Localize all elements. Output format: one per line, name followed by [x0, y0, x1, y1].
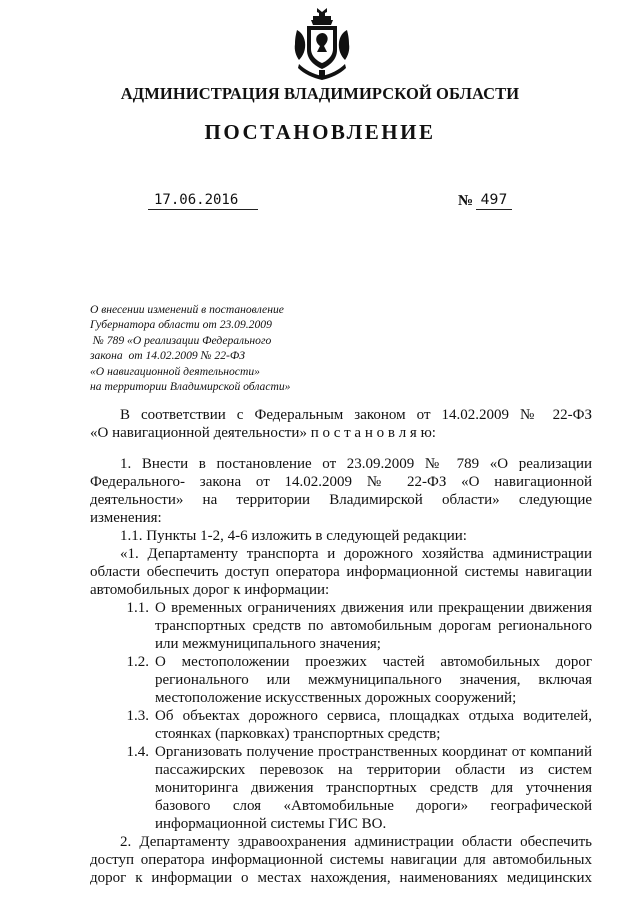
subject-line: О внесении изменений в постановление	[90, 303, 284, 316]
paragraph-1-1: 1.1. Пункты 1-2, 4-6 изложить в следующей редакции:	[120, 528, 467, 544]
subject-line: закона от 14.02.2009 № 22-ФЗ	[90, 349, 245, 363]
preamble-line: «О навигационной деятельности» п о с т а н о в л я ю:	[90, 425, 436, 441]
document-body	[90, 406, 592, 887]
quote-line: области обеспечить доступ оператора информационной системы навигации	[90, 564, 592, 580]
list-item-line: Организовать получение пространственных координат от компаний	[155, 744, 592, 760]
preamble-line: В соответствии с Федеральным законом от 14.02.2009 № 22-ФЗ	[120, 407, 592, 423]
document-subject	[90, 302, 360, 394]
document-number: 497	[476, 191, 512, 210]
document-type-title: ПОСТАНОВЛЕНИЕ	[204, 120, 436, 144]
coat-of-arms-emblem	[293, 6, 351, 80]
list-item-line: стоянках (парковках) транспортных средств;	[155, 726, 441, 742]
list-item-line: регионального или межмуниципального значения, включая	[155, 672, 592, 688]
list-item-line: мониторинга движения транспортных средств для уточнения	[155, 780, 592, 796]
list-item-line: транспортных средств по автомобильным дорогам регионального	[155, 618, 592, 634]
document-date: 17.06.2016	[148, 191, 258, 210]
list-item-line: пассажирских перевозок на территории области из систем	[155, 762, 592, 778]
paragraph-2-line: дорог к информации о местах нахождения, наименованиях медицинских	[90, 870, 592, 886]
paragraph-1-line: деятельности» на территории Владимирской области» следующие	[90, 492, 592, 508]
list-item	[90, 599, 592, 653]
list-item-line: местоположение искусственных дорожных сооружений;	[155, 690, 517, 706]
list-item-line: или межмуниципального значения;	[155, 636, 381, 652]
list-item-number: 1.4.	[126, 744, 149, 760]
list-item	[90, 653, 592, 707]
paragraph-2-line: доступ оператора информационной системы навигации для автомобильных	[90, 852, 592, 868]
paragraph-2-line: 2. Департаменту здравоохранения администрации области обеспечить	[120, 834, 592, 850]
paragraph-1-line: изменения:	[90, 510, 162, 526]
list-item-number: 1.2.	[126, 654, 149, 670]
list-item-line: О временных ограничениях движения или прекращении движения	[155, 600, 592, 616]
list-item-line: информационной системы ГИС ВО.	[155, 816, 387, 832]
organization-name: АДМИНИСТРАЦИЯ ВЛАДИМИРСКОЙ ОБЛАСТИ	[120, 84, 520, 103]
paragraph-1-line: Федерального- закона от 14.02.2009 № 22-ФЗ «О навигационной	[90, 474, 592, 490]
paragraph-1-line: 1. Внести в постановление от 23.09.2009 № 789 «О реализации	[120, 456, 592, 472]
subject-line: «О навигационной деятельности»	[90, 364, 260, 378]
list-item-line: базового слоя «Автомобильные дороги» географической	[155, 798, 592, 814]
subject-line: № 789 «О реализации Федерального	[90, 333, 272, 347]
list-item-line: О местоположении проезжих частей автомобильных дорог	[155, 654, 592, 670]
list-item-number: 1.1.	[126, 600, 149, 616]
subject-line: на территории Владимирской области»	[90, 380, 291, 394]
list-item-line: Об объектах дорожного сервиса, площадках отдыха водителей,	[155, 708, 592, 724]
list-item	[90, 743, 592, 833]
list-item	[90, 707, 592, 743]
quote-line: автомобильных дорог к информации:	[90, 582, 330, 598]
number-label: №	[458, 193, 474, 209]
list-item-number: 1.3.	[126, 708, 149, 724]
subject-line: Губернатора области от 23.09.2009	[90, 318, 272, 332]
quote-line: «1. Департаменту транспорта и дорожного хозяйства администрации	[120, 546, 592, 562]
